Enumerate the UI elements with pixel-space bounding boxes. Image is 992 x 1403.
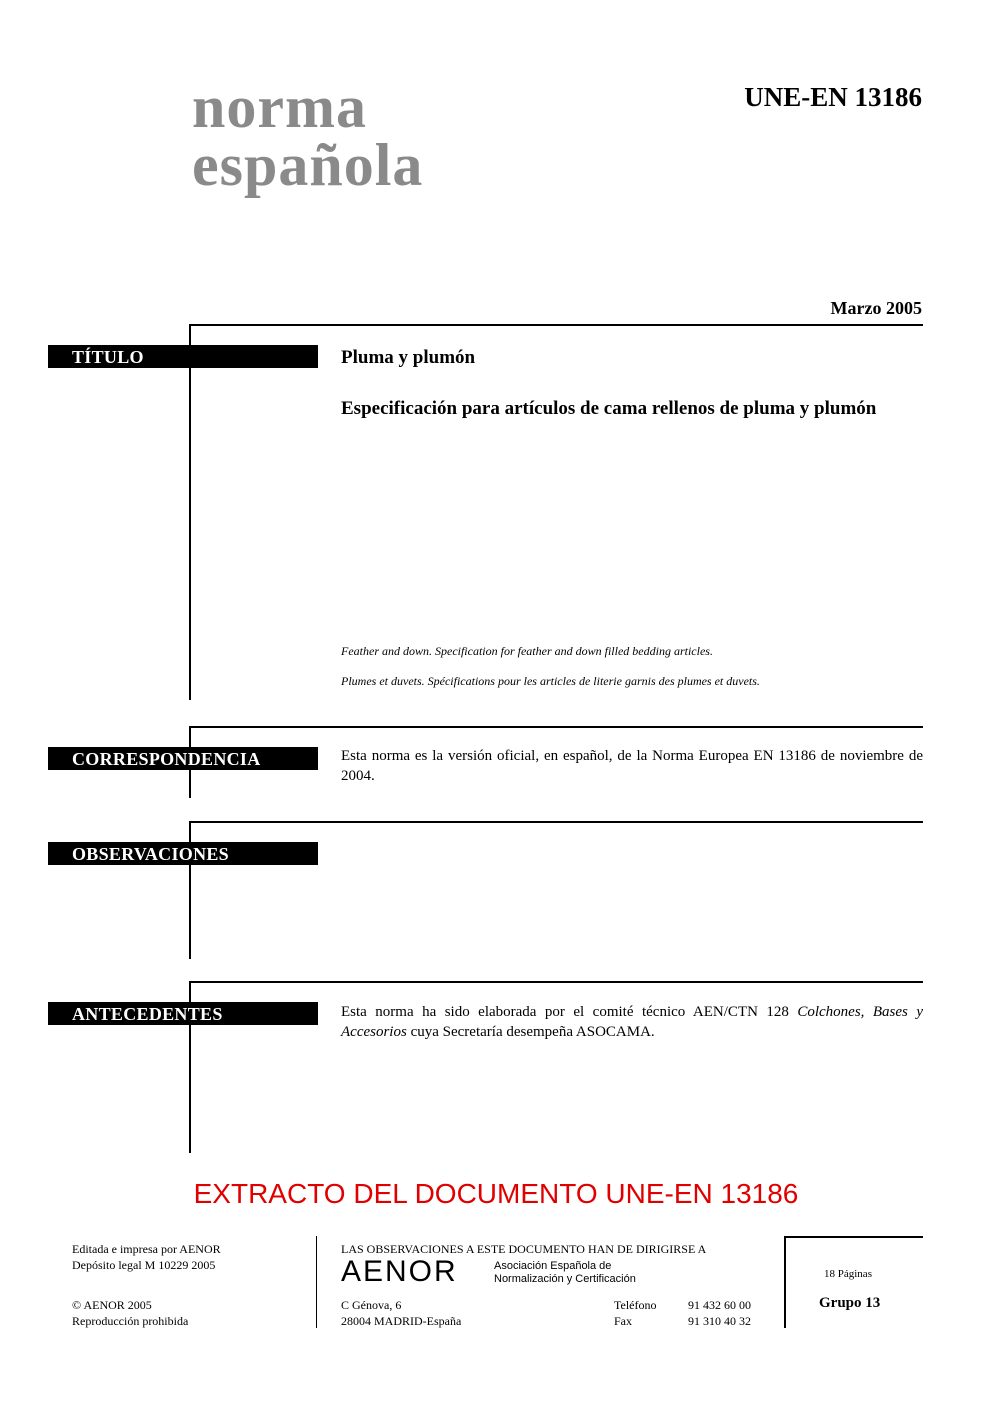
extract-watermark: EXTRACTO DEL DOCUMENTO UNE-EN 13186 xyxy=(193,1178,799,1209)
title-en: Feather and down. Specification for feather and down filled bedding articles. xyxy=(341,644,713,658)
brand-line-1: norma xyxy=(192,74,367,140)
standard-number: UNE-EN 13186 xyxy=(744,82,922,112)
footer-contact-values xyxy=(688,1297,751,1329)
aenor-description xyxy=(494,1260,636,1286)
title-fr: Plumes et duvets. Spécifications pour les articles de literie garnis des plumes et duvets. xyxy=(341,674,760,688)
title-es: Pluma y plumón xyxy=(341,347,476,368)
section-rule-observaciones xyxy=(189,821,923,823)
footer-address xyxy=(341,1297,461,1329)
section-vrule-titulo xyxy=(189,324,191,700)
section-rule-correspondencia xyxy=(189,726,923,728)
footer-rights xyxy=(72,1297,188,1329)
correspondencia-text: Esta norma es la versión oficial, en español, de la Norma Europea EN 13186 de noviembre de 2004. xyxy=(341,748,923,784)
fax-number: 91 310 40 32 xyxy=(688,1314,751,1328)
antecedentes-text-start: Esta norma ha sido elaborada por el comité técnico AEN/CTN 128 xyxy=(341,1004,798,1020)
footer-edited: Editada e impresa por AENOR xyxy=(72,1242,221,1256)
phone-label: Teléfono xyxy=(614,1298,657,1312)
fax-label: Fax xyxy=(614,1314,632,1328)
subtitle-es: Especificación para artículos de cama rellenos de pluma y plumón xyxy=(341,398,877,419)
phone-number: 91 432 60 00 xyxy=(688,1298,751,1312)
section-rule-titulo xyxy=(189,324,923,326)
antecedentes-text xyxy=(341,1002,923,1042)
label-correspondencia: CORRESPONDENCIA xyxy=(48,747,318,770)
aenor-name-line-2: Normalización y Certificación xyxy=(494,1273,636,1285)
section-rule-antecedentes xyxy=(189,981,923,983)
antecedentes-committee-name: Colchones, Bases y Accesorios xyxy=(341,1004,924,1040)
brand-line-2: española xyxy=(192,132,424,198)
aenor-name-line-1: Asociación Española de xyxy=(494,1260,612,1272)
group-number: Grupo 13 xyxy=(819,1295,881,1311)
page-count: 18 Páginas xyxy=(824,1268,872,1280)
footer-observations-notice: LAS OBSERVACIONES A ESTE DOCUMENTO HAN DE DIRIGIRSE A xyxy=(341,1242,707,1256)
footer-reproduction: Reproducción prohibida xyxy=(72,1314,189,1328)
label-observaciones: OBSERVACIONES xyxy=(48,842,318,865)
footer-copyright: © AENOR 2005 xyxy=(72,1298,152,1312)
aenor-logo: AENOR xyxy=(341,1255,458,1288)
footer-contact-labels xyxy=(614,1297,656,1329)
footer-divider-left xyxy=(316,1236,317,1328)
label-antecedentes: ANTECEDENTES xyxy=(48,1002,318,1025)
label-titulo: TÍTULO xyxy=(48,345,318,368)
footer-edition xyxy=(72,1241,221,1273)
footer-address-line-2: 28004 MADRID-España xyxy=(341,1314,462,1328)
footer-box-vrule xyxy=(784,1236,786,1328)
brand-title xyxy=(192,74,424,198)
footer-address-line-1: C Génova, 6 xyxy=(341,1298,402,1312)
footer-box-rule xyxy=(784,1236,923,1238)
publication-date: Marzo 2005 xyxy=(830,298,922,318)
antecedentes-text-end: cuya Secretaría desempeña ASOCAMA. xyxy=(406,1024,655,1040)
footer-deposit: Depósito legal M 10229 2005 xyxy=(72,1258,216,1272)
